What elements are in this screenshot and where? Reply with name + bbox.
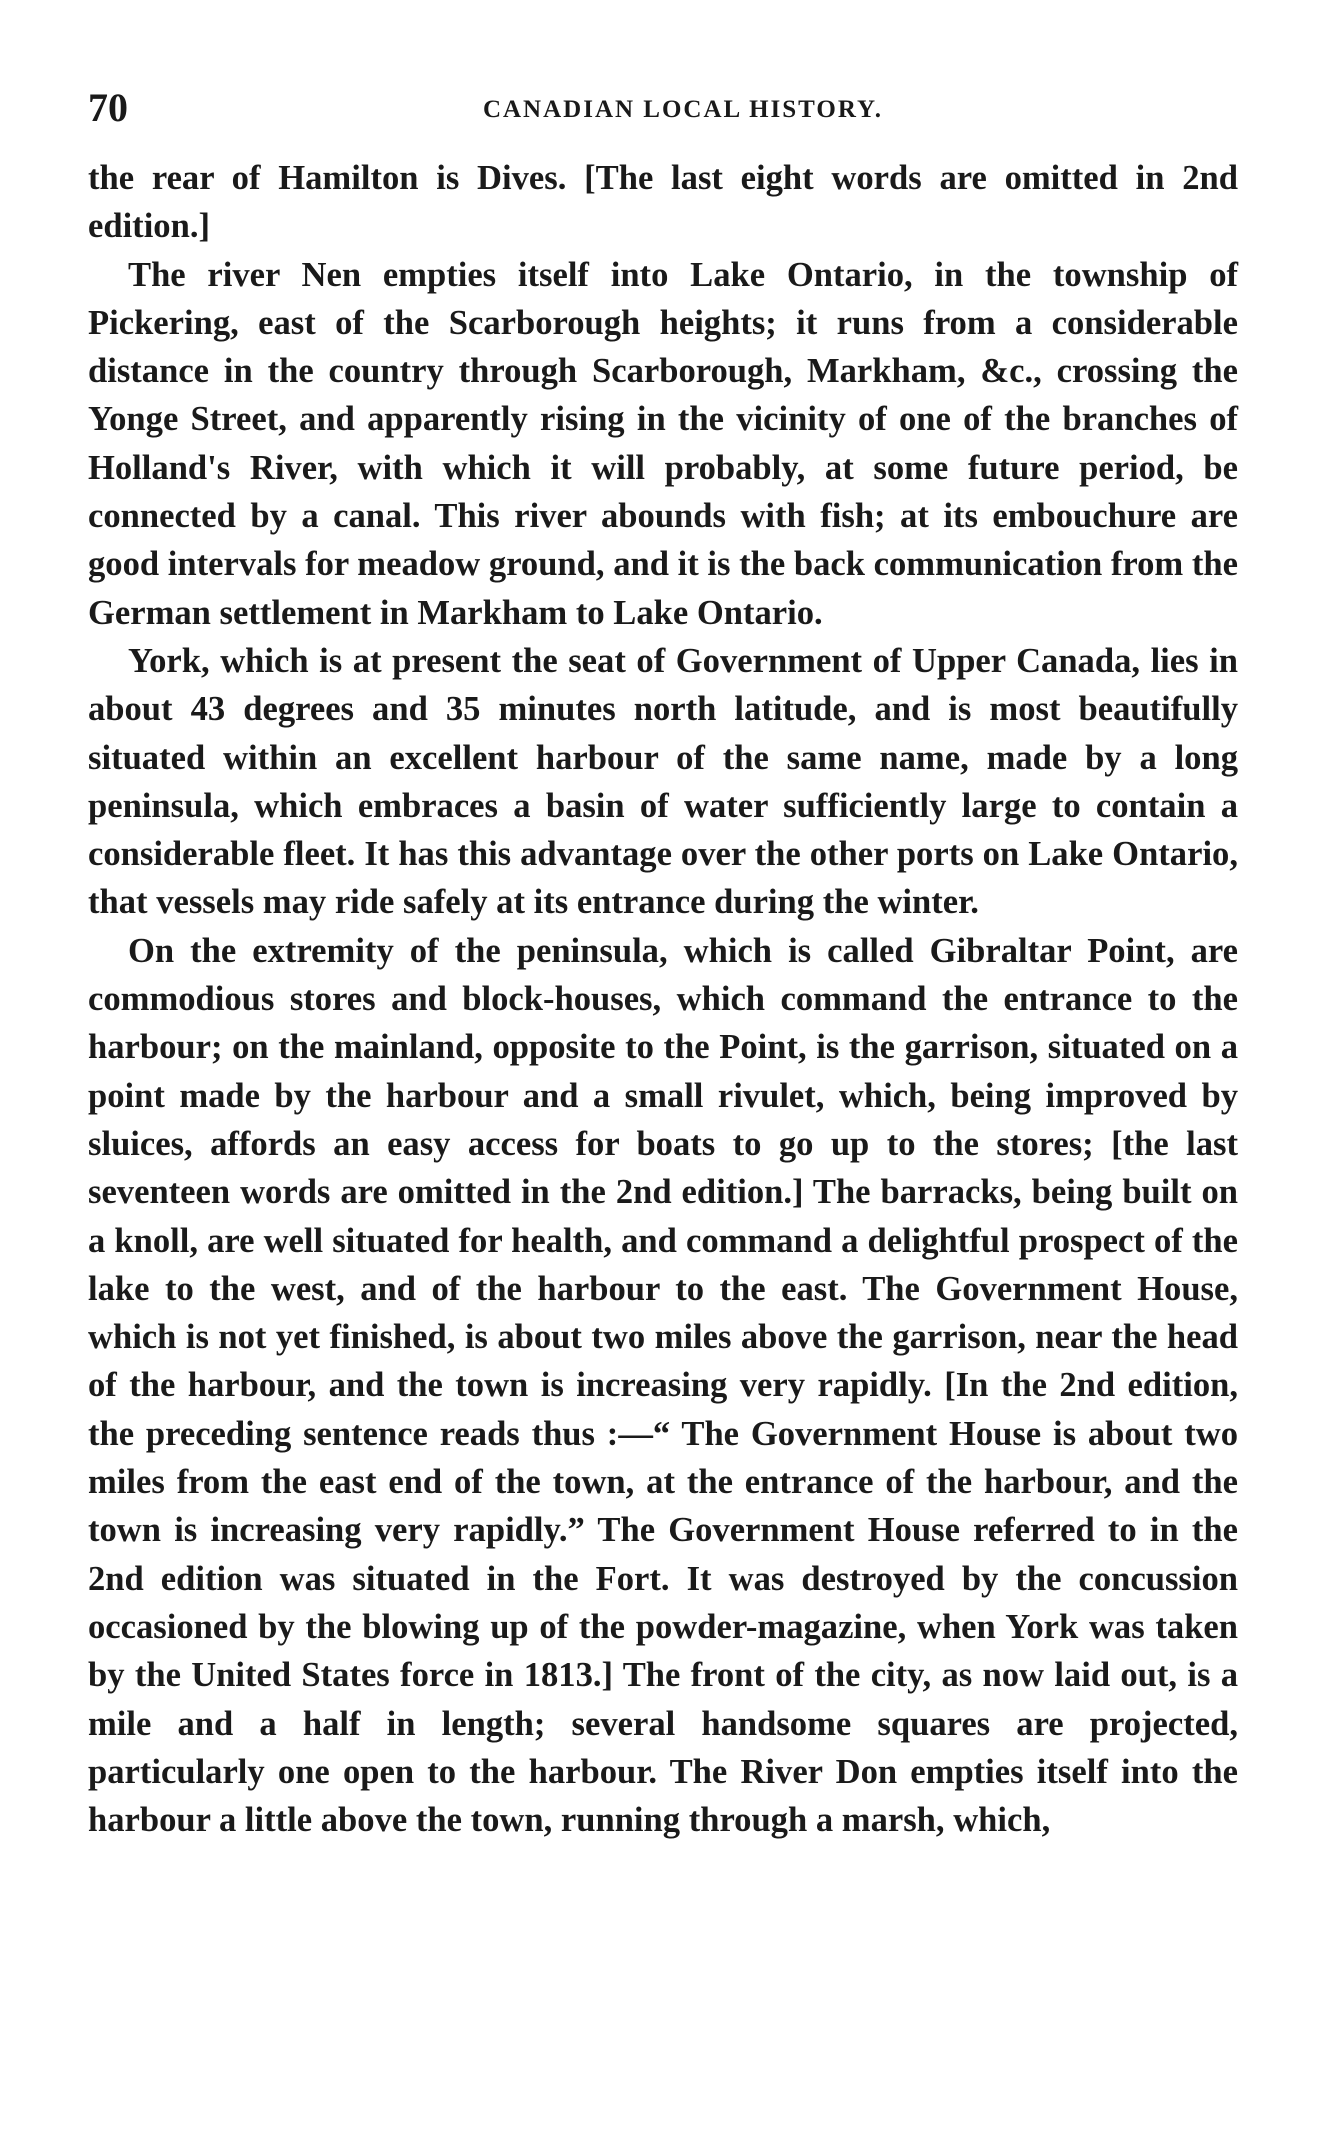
page-number: 70 — [88, 85, 128, 130]
paragraph-continuation: the rear of Hamilton is Dives. [The last eight words are omitted in 2nd edition.] — [88, 159, 1238, 246]
page-header — [88, 84, 1238, 136]
body-text — [88, 154, 1238, 1844]
running-head: CANADIAN LOCAL HISTORY. — [482, 96, 884, 123]
paragraph-river-nen: The river Nen empties itself into Lake Ontario, in the township of Pickering, east of the Scarborough heights; it runs from a considerable distance in the country through Scarborough, Markham, &c., crossing the Yonge Street, and apparently rising in the vicinity of one of the branches of Holland's River, with which it will probably, at some future period, be connected by a canal. This river abounds with fish; at its embouchure are good intervals for meadow ground, and it is the back communication from the German settlement in Markham to Lake Ontario. — [88, 255, 1238, 632]
book-page — [88, 84, 1238, 2114]
paragraph-gibraltar-point: On the extremity of the peninsula, which is called Gibraltar Point, are commodious stores and block-houses, which command the entrance to the harbour; on the mainland, opposite to the Point, is the garrison, situated on a point made by the harbour and a small rivulet, which, being improved by sluices, affords an easy access for boats to go up to the stores; [the last seventeen words are omitted in the 2nd edition.] The barracks, being built on a knoll, are well situated for health, and command a delightful prospect of the lake to the west, and of the harbour to the east. The Government House, which is not yet finished, is about two miles above the garrison, near the head of the harbour, and the town is increasing very rapidly. [In the 2nd edition, the preceding sentence reads thus :—“ The Government House is about two miles from the east end of the town, at the entrance of the harbour, and the town is increasing very rapidly.” The Government House referred to in the 2nd edition was situated in the Fort. It was destroyed by the concussion occasioned by the blowing up of the powder-magazine, when York was taken by the United States force in 1813.] The front of the city, as now laid out, is a mile and a half in length; several handsome squares are projected, particularly one open to the harbour. The River Don empties itself into the harbour a little above the town, running through a marsh, which, — [88, 931, 1238, 1840]
paragraph-york: York, which is at present the seat of Government of Upper Canada, lies in about 43 degrees and 35 minutes north latitude, and is most beautifully situated within an excellent harbour of the same name, made by a long peninsula, which embraces a basin of water sufficiently large to contain a considerable fleet. It has this advantage over the other ports on Lake Ontario, that vessels may ride safely at its entrance during the winter. — [88, 641, 1238, 922]
